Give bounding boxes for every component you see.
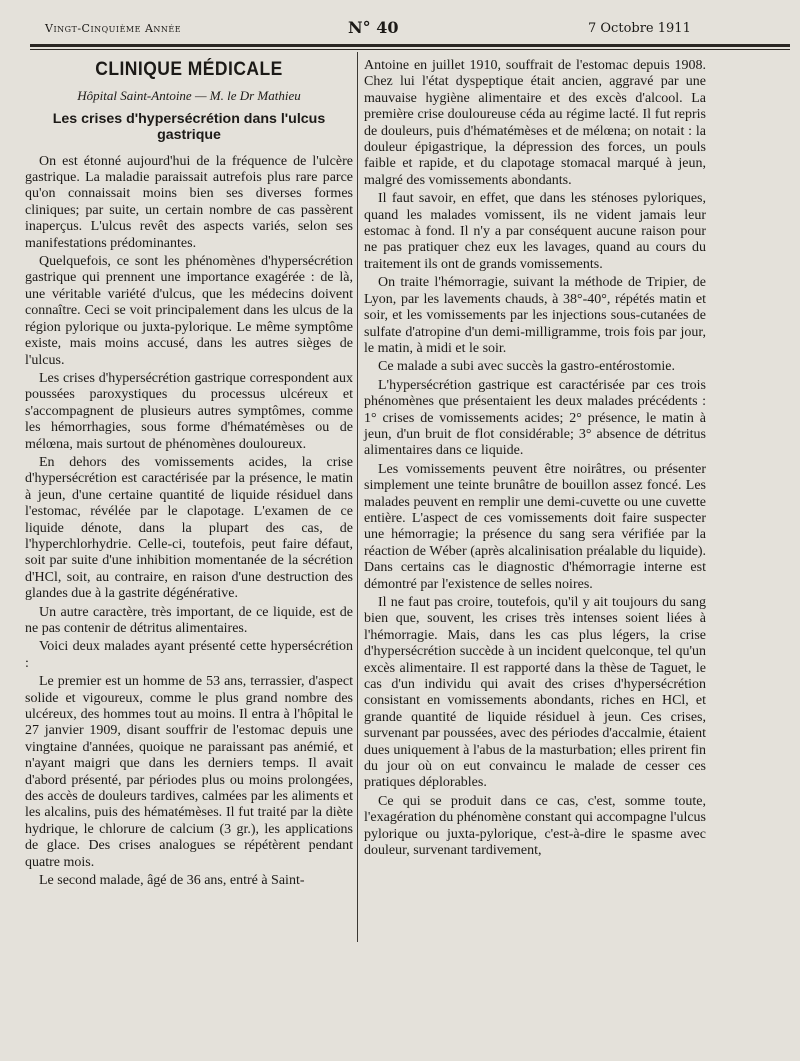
left-column: [25, 58, 353, 892]
paragraph: Quelquefois, ce sont les phénomènes d'hypersécrétion gastrique qui prennent une importance exagérée : de là, une véritable variété d'ulcus, que les médecins doivent connaître. Ceci se voit principalement dans les ulcus de la région pylorique ou juxta-pylorique. Le même symptôme existe, mais moins accusé, dans les autres sièges de l'ulcus.: [25, 254, 353, 368]
column-divider: [357, 52, 358, 942]
header-rule-thin: [30, 49, 790, 50]
paragraph: En dehors des vomissements acides, la crise d'hypersécrétion est caractérisée par la présence, le matin à jeun, d'une certaine quantité de liquide résiduel dans l'estomac, révélée par le clapotage. L'examen de ce liquide dénote, dans la plupart des cas, de l'hyperchlorhydrie. Celle-ci, toutefois, peut faire défaut, soit par suite d'une inhibition momentanée de la sécrétion d'HCl, soit, au contraire, en raison d'une destruction des glandes due à la gastrite dégénérative.: [25, 454, 353, 602]
paragraph: Les vomissements peuvent être noirâtres, ou présenter simplement une teinte brunâtre de bouillon assez foncé. Les malades peuvent en remplir une demi-cuvette ou une cuvette entière. L'aspect de ces vomissements doit faire suspecter une hémorragie; la présence du sang sera vérifiée par la réaction de Wéber (après alcalinisation préalable du liquide). Dans certains cas le diagnostic d'hémorragie interne est démontré par l'existence de selles noires.: [364, 461, 706, 592]
paragraph: Antoine en juillet 1910, souffrait de l'estomac depuis 1908. Chez lui l'état dyspeptique était ancien, aggravé par une mauvaise hygiène alimentaire et des excès d'alcool. La première crise douloureuse céda au régime lacté. Il fut repris de douleurs, puis d'hématémèses et de mélœna; on notait : la douleur épigastrique, la dépression des forces, un pouls faible et rapide, et du clapotage stomacal marqué à jeun, malgré des vomissements abondants.: [364, 58, 706, 188]
paragraph: On est étonné aujourd'hui de la fréquence de l'ulcère gastrique. La maladie paraissait autrefois plus rare parce qu'on connaissait moins bien ses diverses formes cliniques; par suite, un certain nombre de cas passèrent inaperçus. L'ulcus revêt des aspects variés, selon ses manifestations prédominantes.: [25, 153, 353, 251]
paragraph: Les crises d'hypersécrétion gastrique correspondent aux poussées paroxystiques du processus ulcéreux et s'accompagnent de plusieurs autres symptômes, comme les hémorrhagies, sous forme d'hématémèses ou de mélœna, mais surtout de phénomènes douloureux.: [25, 370, 353, 452]
page-header: [0, 18, 800, 42]
paragraph: Le second malade, âgé de 36 ans, entré à Saint-: [39, 873, 305, 889]
paragraph: L'hypersécrétion gastrique est caractérisée par ces trois phénomènes que présentaient les deux malades précédents : 1° crises de vomissements acides; 2° présence, le matin à jeun, d'un bruit de flot considérable; 3° absence de détritus alimentaires dans ce liquide.: [364, 377, 706, 459]
issue-date: 7 Octobre 1911: [588, 21, 691, 36]
right-column: [364, 58, 706, 862]
byline: Hôpital Saint-Antoine — M. le Dr Mathieu: [77, 88, 301, 104]
paragraph: Voici deux malades ayant présenté cette hypersécrétion :: [25, 639, 353, 671]
header-rule: [30, 44, 790, 47]
volume-label: Vingt-Cinquième Année: [45, 22, 182, 35]
paragraph: Il faut savoir, en effet, que dans les sténoses pyloriques, quand les malades vomissent, ils ne vident jamais leur estomac à fond. Il n'y a par conséquent aucune raison pour ne pas pratiquer chez eux les lavages, quand au cours du traitement ils ont de grands vomissements.: [364, 191, 706, 272]
paragraph: Ce qui se produit dans ce cas, c'est, somme toute, l'exagération du phénomène constant qui accompagne l'ulcus pylorique ou juxta-pylorique, c'est-à-dire le spasme avec douleur, survenant tardivement,: [364, 793, 706, 859]
paragraph: Le premier est un homme de 53 ans, terrassier, d'aspect solide et vigoureux, comme le plus grand nombre des ulcéreux, des hommes tout au moins. Il entra à l'hôpital le 27 janvier 1909, disant souffrir de l'estomac depuis une vingtaine d'années, quoique ne paraissant pas anémié, et n'ayant maigri que dans les derniers temps. Il avait d'abord présenté, par périodes plus ou moins prolongées, des accès de douleurs tardives, calmées par les aliments et les alcalins, puis des hématémèses. Il fut traité par la diète hydrique, le chlorure de calcium (3 gr.), les applications de glace. Des crises analogues se répétèrent pendant quatre mois.: [25, 674, 353, 870]
paragraph: Il ne faut pas croire, toutefois, qu'il y ait toujours du sang bien que, souvent, les crises très intenses soient liées à l'hémorragie. Mais, dans les cas plus légers, la crise d'hypersécrétion succède à un incident quelconque, tel qu'un excès alimentaire. Il est rapporté dans la thèse de Taguet, le cas d'un individu qui avait des crises d'hypersécrétion consistant en vomissements abondants, riches en HCl, et grande quantité de liquide résiduel à jeun. Ces crises, survenant par poussées, avec des périodes d'accalmie, étaient dues uniquement à l'abus de la masturbation; elles prirent fin du jour où on eut convaincu le malade de cesser ces pratiques déplorables.: [364, 595, 706, 791]
paragraph: Un autre caractère, très important, de ce liquide, est de ne pas contenir de détritus alimentaires.: [25, 604, 353, 636]
section-title: CLINIQUE MÉDICALE: [95, 59, 283, 80]
paragraph: On traite l'hémorragie, suivant la méthode de Tripier, de Lyon, par les lavements chauds, à 38°-40°, répétés matin et soir, et les vomissements par les injections sous-cutanées de sulfate d'atropine d'un demi-milligramme, trois fois par jour, le matin, à midi et le soir.: [364, 275, 706, 356]
article-title: Les crises d'hypersécrétion dans l'ulcus gastrique: [52, 110, 326, 144]
paragraph: Ce malade a subi avec succès la gastro-entérostomie.: [378, 359, 675, 375]
issue-number: N° 40: [348, 18, 399, 37]
